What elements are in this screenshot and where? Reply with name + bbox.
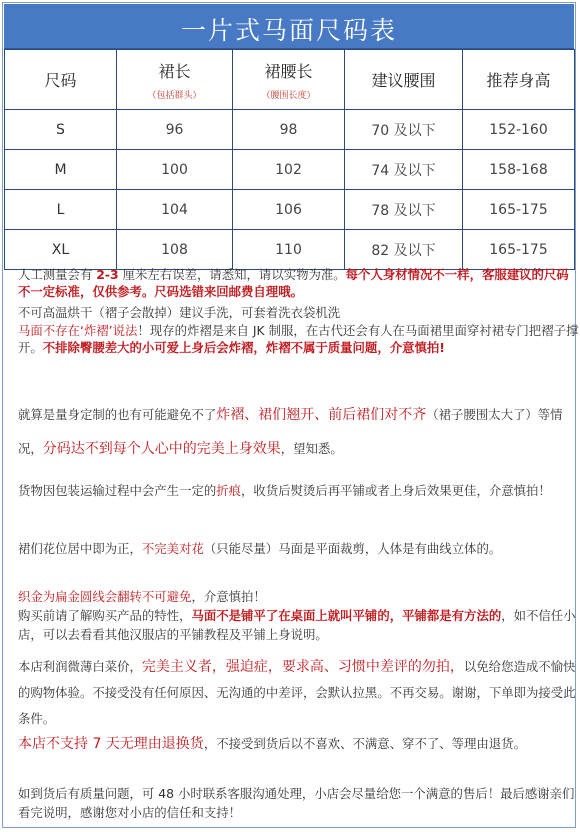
table-header-row <box>5 50 575 110</box>
note-returns: 本店不支持 7 天无理由退换货，不接受到货后以不喜欢、不满意、穿不了、等理由退货。 <box>18 736 526 752</box>
header-skirt-length: 裙长 （包括群头） <box>117 50 233 110</box>
cell-size: L <box>5 190 117 230</box>
note-pricing: 本店利润微薄白菜价，完美主义者，强迫症，要求高、习惯中差评的勿拍，以免给您造成不愉快的购物体验。不接受没有任何原因、无沟通的中差评，会默认拉黑。不再交易。谢谢，下单即为接受此条件。 <box>18 659 576 726</box>
size-table <box>4 49 575 270</box>
note-creases: 货物因包装运输过程中会产生一定的折痕，收货后熨烫后再平铺或者上身后效果更佳，介意慎拍！ <box>18 483 551 498</box>
table-row <box>5 230 575 270</box>
note-gold-thread: 织金为扁金圆线会翻转不可避免，介意慎拍！ <box>18 589 266 604</box>
cell-skirt-length: 104 <box>117 190 233 230</box>
note-pleats: 马面不存在‘炸褶’说法！现存的炸褶是来自 JK 制服，在古代还会有人在马面裙里面穿衬裙专门把褶子撑开。不排除臀腰差大的小可爱上身后会炸褶，炸褶不属于质量问题，介意慎拍! <box>18 323 579 355</box>
cell-recommended-height: 165-175 <box>463 190 575 230</box>
header-waist-length: 裙腰长 （腰围长度） <box>233 50 345 110</box>
table-row <box>5 150 575 190</box>
cell-size: XL <box>5 230 117 270</box>
cell-waist-length: 102 <box>233 150 345 190</box>
cell-size: S <box>5 110 117 150</box>
title-bar <box>4 4 574 49</box>
cell-waist-length: 110 <box>233 230 345 270</box>
header-size: 尺码 <box>5 50 117 110</box>
cell-recommended-height: 158-168 <box>463 150 575 190</box>
cell-suggested-waist: 70 及以下 <box>345 110 463 150</box>
cell-skirt-length: 96 <box>117 110 233 150</box>
cell-skirt-length: 100 <box>117 150 233 190</box>
cell-recommended-height: 165-175 <box>463 230 575 270</box>
note-custom-fit: 就算是量身定制的也有可能避免不了炸褶、裙们翘开、前后裙们对不齐（裙子腰围太大了）等情况，分码达不到每个人心中的完美上身效果，望知悉。 <box>18 407 563 457</box>
note-washing: 不可高温烘干（褶子会散掉）建议手洗，可套着洗衣袋机洗 <box>18 305 341 320</box>
cell-skirt-length: 108 <box>117 230 233 270</box>
table-row <box>5 190 575 230</box>
note-pattern: 裙们花位居中即为正，不完美对花（只能尽量）马面是平面裁剪，人体是有曲线立体的。 <box>18 541 502 556</box>
table-row <box>5 110 575 150</box>
cell-recommended-height: 152-160 <box>463 110 575 150</box>
cell-suggested-waist: 74 及以下 <box>345 150 463 190</box>
header-recommended-height: 推荐身高 <box>463 50 575 110</box>
header-suggested-waist: 建议腰围 <box>345 50 463 110</box>
cell-suggested-waist: 82 及以下 <box>345 230 463 270</box>
note-after-sales: 如到货后有质量问题，可 48 小时联系客服沟通处理，小店会尽量给您一个满意的售后！最后感谢亲们看完说明，感谢您对小店的信任和支持！ <box>18 786 575 820</box>
cell-waist-length: 106 <box>233 190 345 230</box>
note-flat-lay: 购买前请了解购买产品的特性，马面不是铺平了在桌面上就叫平铺的，平铺都是有方法的，如不信任小店，可以去看看其他汉服店的平铺教程及平铺上身说明。 <box>18 608 576 642</box>
cell-waist-length: 98 <box>233 110 345 150</box>
cell-size: M <box>5 150 117 190</box>
page-title: 一片式马面尺码表 <box>180 16 397 45</box>
note-measurement: 人工测量会有 2-3 厘米左右误差，请悉知，请以实物为准。每个人身材情况不一样，客服建议的尺码不一定标准，仅供参考。尺码选错来回邮费自理哦。 <box>18 267 569 299</box>
cell-suggested-waist: 78 及以下 <box>345 190 463 230</box>
